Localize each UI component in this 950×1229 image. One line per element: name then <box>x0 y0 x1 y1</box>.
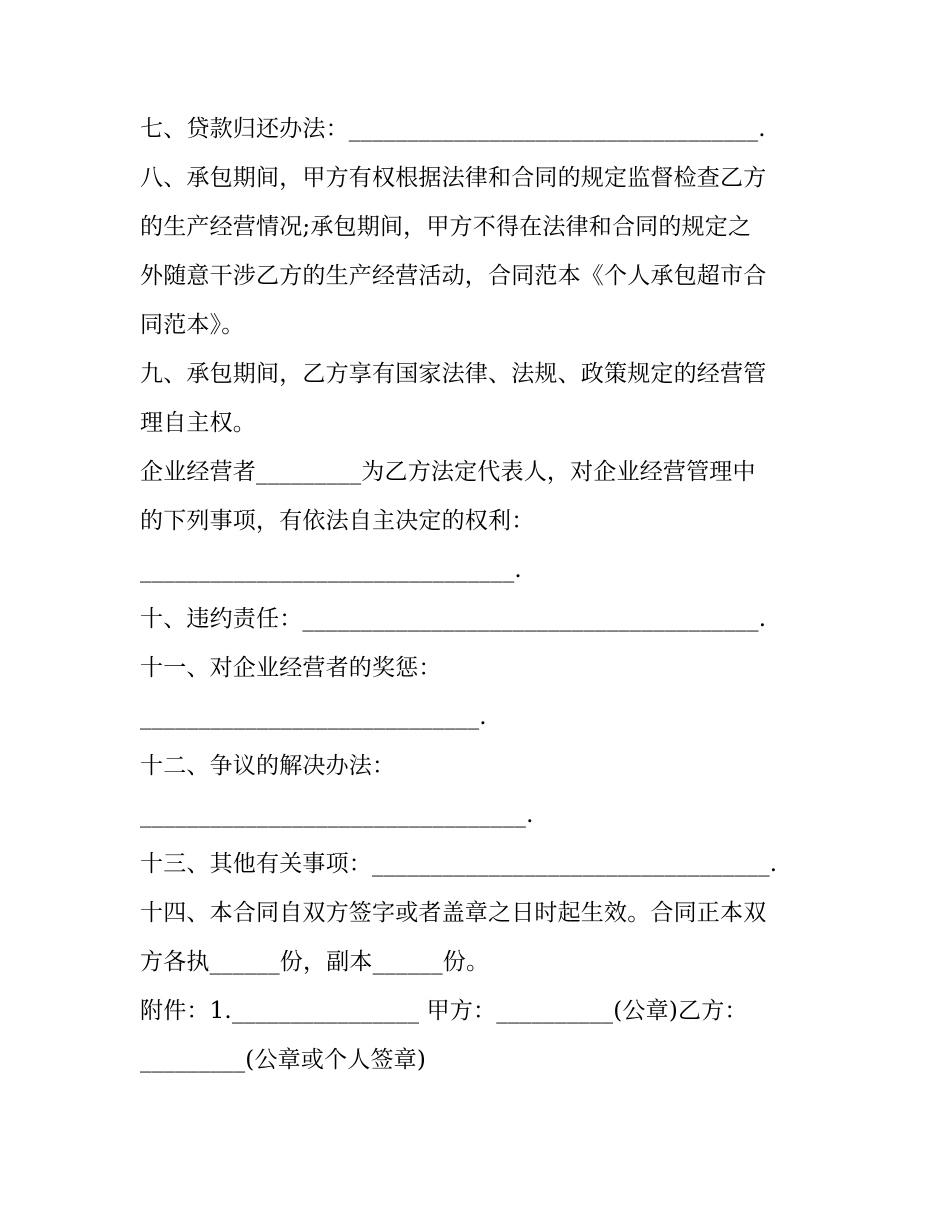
clause-11-blank-line: _____________________________. <box>140 704 487 730</box>
clause-13-other-matters: 十三、其他有关事项：__________________________________. <box>140 851 778 877</box>
clause-9-line-2: 理自主权。 <box>140 410 256 436</box>
attachment-signature-line-1: 附件：1.________________ 甲方：__________(公章)乙方： <box>140 998 748 1024</box>
clause-14-line-2: 方各执______份，副本______份。 <box>140 949 490 975</box>
clause-8-line-3: 外随意干涉乙方的生产经营活动，合同范本《个人承包超市合 <box>140 263 767 289</box>
clause-8-line-1: 八、承包期间，甲方有权根据法律和合同的规定监督检查乙方 <box>140 165 767 191</box>
clause-7-loan-repayment: 七、贷款归还办法：___________________________________. <box>140 116 766 142</box>
representative-line-1: 企业经营者_________为乙方法定代表人，对企业经营管理中 <box>140 459 756 485</box>
clause-8-line-4: 同范本》。 <box>140 312 245 338</box>
representative-blank-line: ________________________________. <box>140 557 522 583</box>
contract-page <box>140 105 820 1085</box>
clause-11-rewards: 十一、对企业经营者的奖惩： <box>140 655 442 681</box>
clause-9-line-1: 九、承包期间，乙方享有国家法律、法规、政策规定的经营管 <box>140 361 767 387</box>
attachment-signature-line-2: _________(公章或个人签章) <box>140 1047 427 1073</box>
clause-10-liability: 十、违约责任：_______________________________________. <box>140 606 767 632</box>
representative-line-2: 的下列事项，有依法自主决定的权利： <box>140 508 535 534</box>
clause-8-line-2: 的生产经营情况;承包期间，甲方不得在法律和合同的规定之 <box>140 214 752 240</box>
clause-14-line-1: 十四、本合同自双方签字或者盖章之日时起生效。合同正本双 <box>140 900 767 926</box>
clause-12-dispute: 十二、争议的解决办法： <box>140 753 396 779</box>
clause-12-blank-line: _________________________________. <box>140 802 534 828</box>
